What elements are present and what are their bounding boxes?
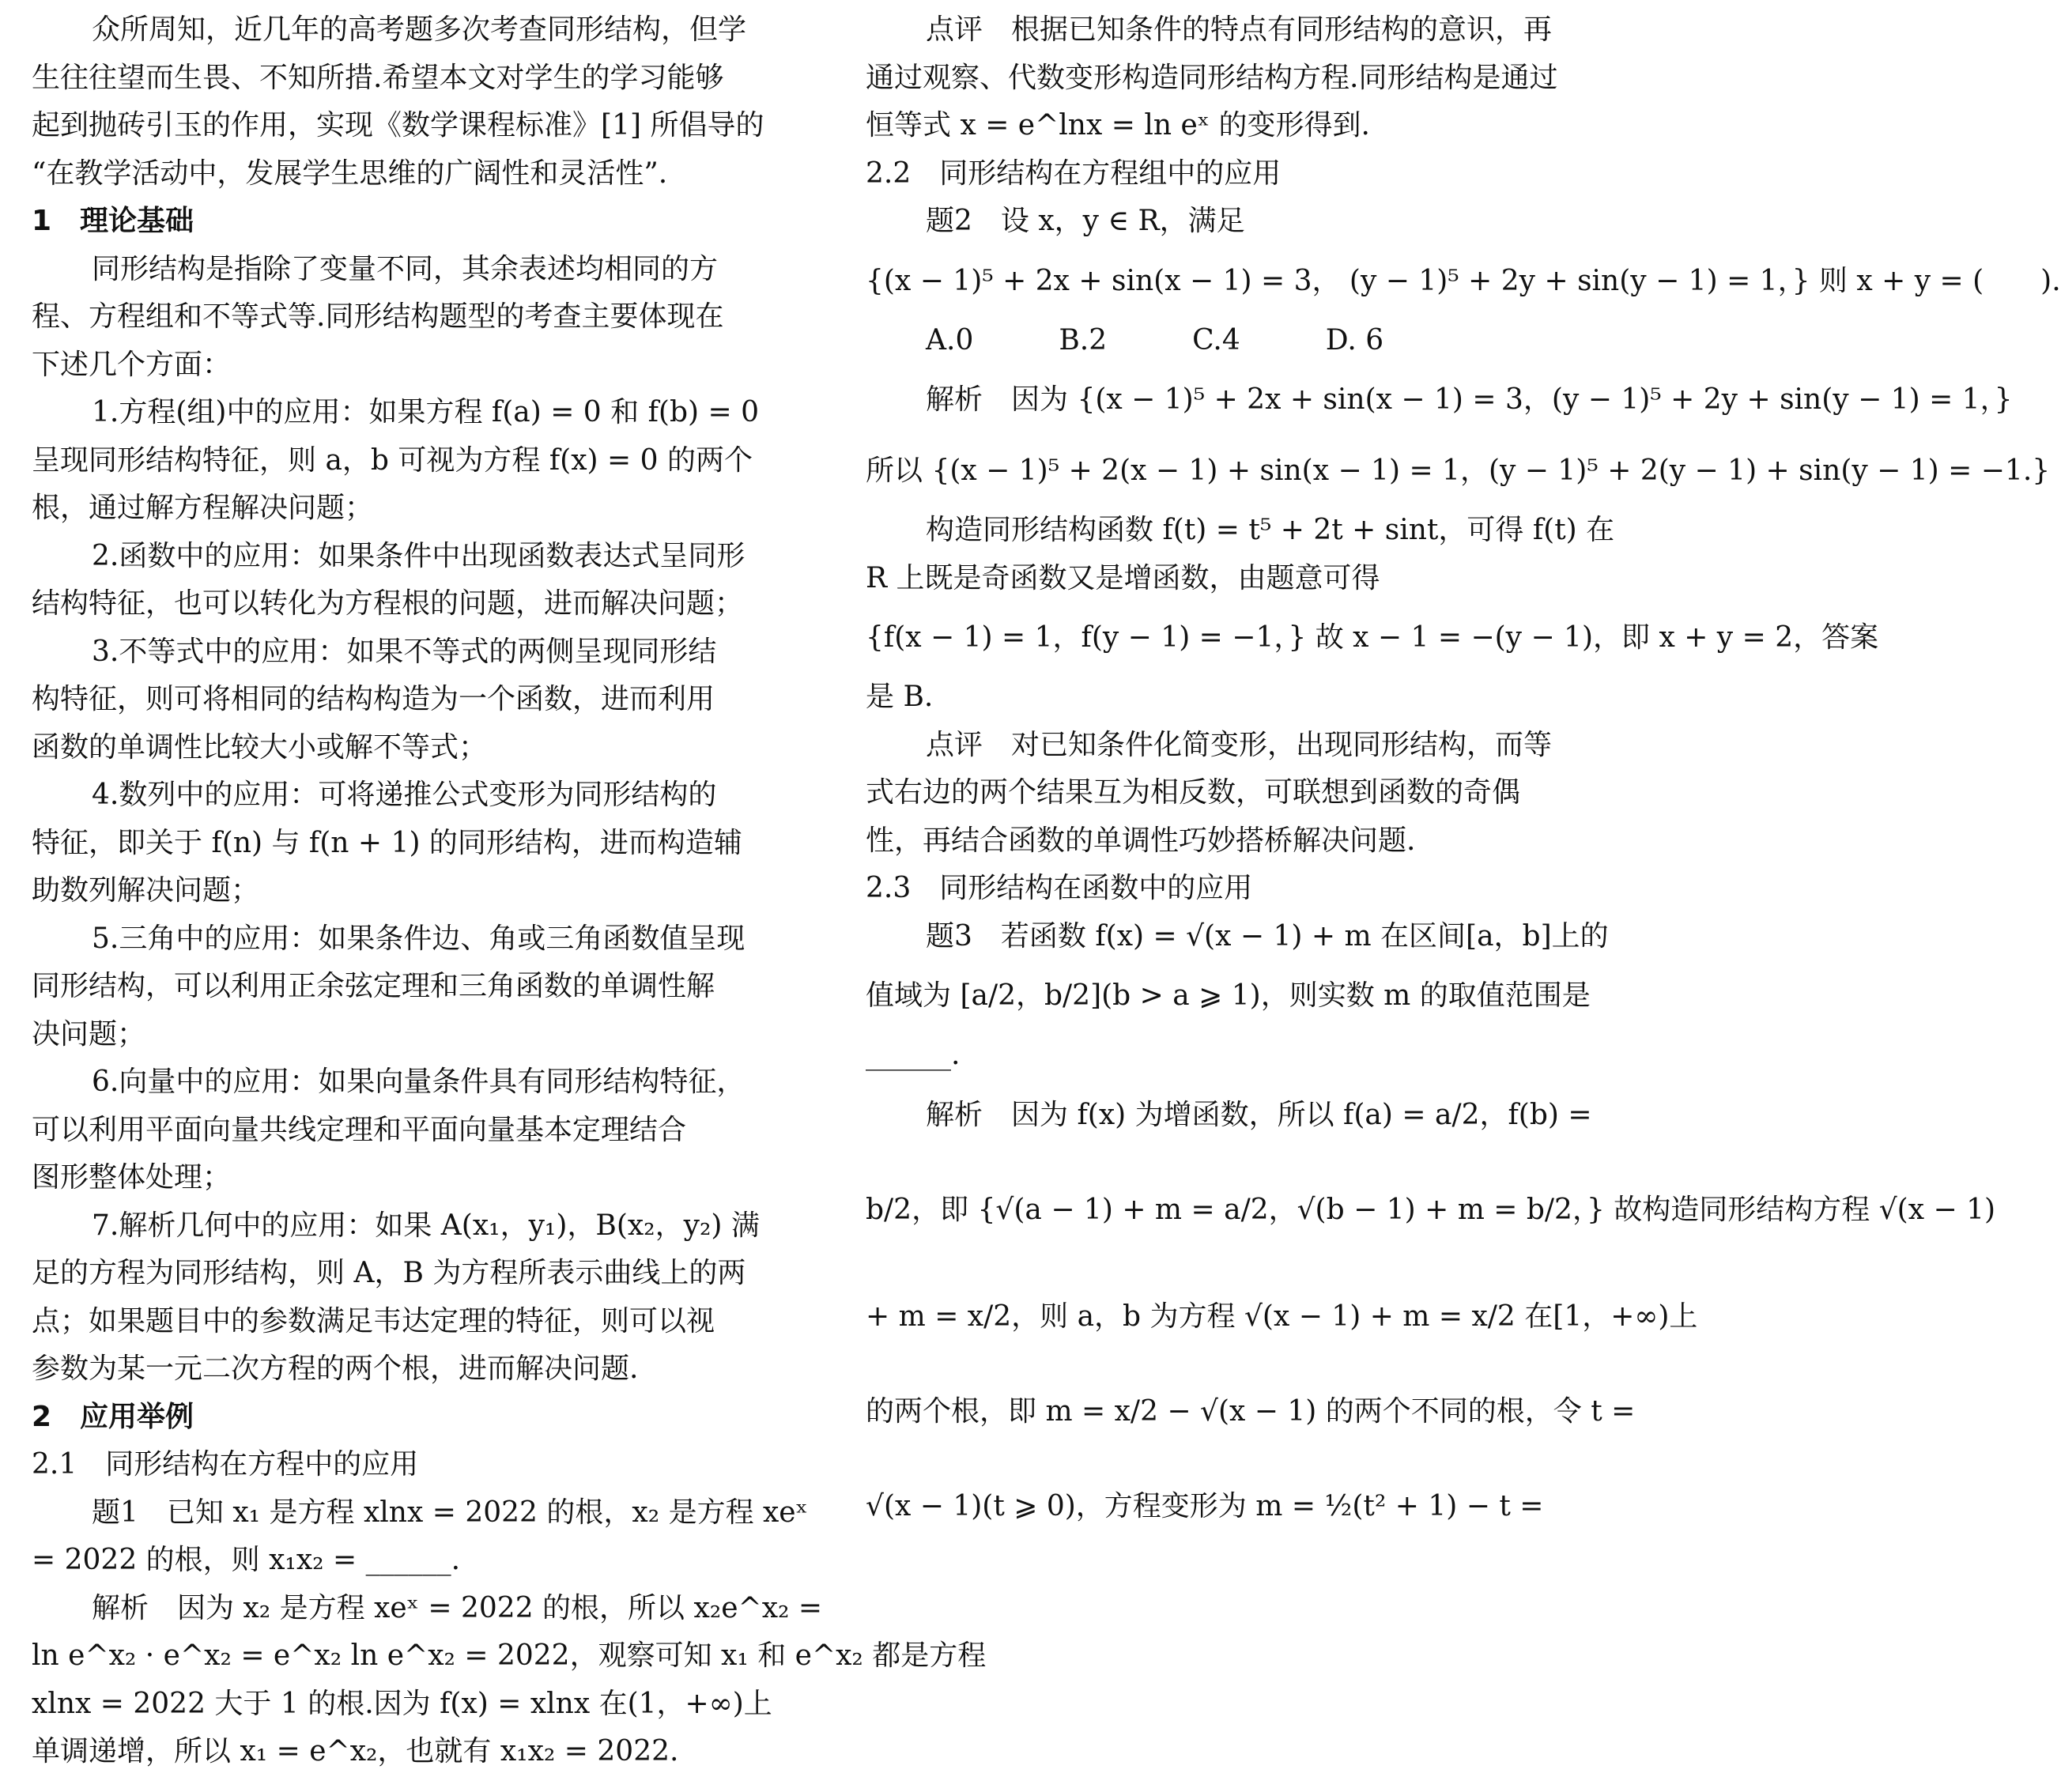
text-line: 参数为某一元二次方程的两个根，进而解决问题.	[32, 1352, 639, 1385]
text-line: 单调递增，所以 x₁ = e^x₂，也就有 x₁x₂ = 2022.	[32, 1735, 679, 1767]
text-line: = 2022 的根，则 x₁x₂ = ______.	[32, 1544, 461, 1576]
text-line: 生往往望而生畏、不知所措.希望本文对学生的学习能够	[32, 61, 724, 94]
text-line: 通过观察、代数变形构造同形结构方程.同形结构是通过	[866, 61, 1558, 94]
right-column	[866, 6, 2061, 1554]
text-line: 4.数列中的应用：可将递推公式变形为同形结构的	[92, 779, 717, 811]
text-line: 的两个根，即 m = x/2 − √(x − 1) 的两个不同的根，令 t =	[866, 1394, 1636, 1428]
text-line: 呈现同形结构特征，则 a，b 可视为方程 f(x) = 0 的两个	[32, 443, 753, 477]
text-line: 足的方程为同形结构，则 A，B 为方程所表示曲线上的两	[32, 1257, 746, 1289]
text-line: 程、方程组和不等式等.同形结构题型的考查主要体现在	[32, 300, 724, 333]
text-line: 特征，即关于 f(n) 与 f(n + 1) 的同形结构，进而构造辅	[32, 826, 742, 859]
text-line: “在教学活动中，发展学生思维的广阔性和灵活性”.	[32, 157, 668, 190]
text-line: 2.函数中的应用：如果条件中出现函数表达式呈同形	[92, 539, 746, 572]
text-line: 点；如果题目中的参数满足韦达定理的特征，则可以视	[32, 1304, 715, 1337]
text-line: 值域为 [a/2，b/2](b > a ⩾ 1)，则实数 m 的取值范围是	[866, 979, 1591, 1012]
text-line: 6.向量中的应用：如果向量条件具有同形结构特征，	[92, 1066, 746, 1098]
text-line: 性，再结合函数的单调性巧妙搭桥解决问题.	[866, 824, 1416, 857]
text-line: 3.不等式中的应用：如果不等式的两侧呈现同形结	[92, 635, 717, 668]
section-heading: 2 应用举例	[32, 1400, 194, 1433]
text-line: 2.2 同形结构在方程组中的应用	[866, 157, 1282, 190]
text-line: √(x − 1)(t ⩾ 0)，方程变形为 m = ½(t² + 1) − t =	[866, 1489, 1544, 1522]
text-line: {(x − 1)⁵ + 2x + sin(x − 1) = 3， (y − 1)⁵ + 2y + sin(y − 1) = 1，} 则 x + y = ( ).	[866, 264, 2061, 297]
text-line: 函数的单调性比较大小或解不等式；	[32, 730, 488, 764]
text-line: 众所周知，近几年的高考题多次考查同形结构，但学	[92, 13, 747, 46]
text-line: 点评 根据已知条件的特点有同形结构的意识，再	[926, 13, 1553, 46]
text-line: {f(x − 1) = 1，f(y − 1) = −1，} 故 x − 1 = −(y − 1)，即 x + y = 2，答案	[866, 621, 1879, 654]
text-line: 2.1 同形结构在方程中的应用	[32, 1448, 419, 1481]
text-line: 1.方程(组)中的应用：如果方程 f(a) = 0 和 f(b) = 0	[92, 396, 760, 428]
text-line: 式右边的两个结果互为相反数，可联想到函数的奇偶	[866, 776, 1521, 809]
text-line: 结构特征，也可以转化为方程根的问题，进而解决问题；	[32, 587, 744, 620]
text-line: 助数列解决问题；	[32, 874, 260, 907]
text-line: 构造同形结构函数 f(t) = t⁵ + 2t + sint，可得 f(t) 在	[926, 514, 1615, 546]
section-heading: 1 理论基础	[32, 205, 194, 237]
text-line: A.0 B.2 C.4 D. 6	[926, 323, 1384, 357]
text-line: 同形结构，可以利用正余弦定理和三角函数的单调性解	[32, 970, 715, 1002]
text-line: 解析 因为 f(x) 为增函数，所以 f(a) = a/2，f(b) =	[926, 1098, 1592, 1131]
text-line: 解析 因为 {(x − 1)⁵ + 2x + sin(x − 1) = 3，(y − 1)⁵ + 2y + sin(y − 1) = 1，}	[926, 383, 2013, 416]
text-line: 同形结构是指除了变量不同，其余表述均相同的方	[92, 252, 719, 285]
text-line: 图形整体处理；	[32, 1161, 232, 1194]
text-line: 是 B.	[866, 681, 934, 713]
text-line: 点评 对已知条件化简变形，出现同形结构，而等	[926, 728, 1553, 761]
text-line: 可以利用平面向量共线定理和平面向量基本定理结合	[32, 1113, 687, 1146]
text-line: 下述几个方面：	[32, 348, 232, 381]
text-line: + m = x/2，则 a，b 为方程 √(x − 1) + m = x/2 在[1，+∞)上	[866, 1300, 1698, 1333]
text-line: 构特征，则可将相同的结构构造为一个函数，进而利用	[32, 683, 715, 715]
text-line: 7.解析几何中的应用：如果 A(x₁，y₁)，B(x₂，y₂) 满	[92, 1209, 760, 1242]
text-line: 2.3 同形结构在函数中的应用	[866, 872, 1253, 904]
text-line: 5.三角中的应用：如果条件边、角或三角函数值呈现	[92, 922, 746, 955]
text-line: xlnx = 2022 大于 1 的根.因为 f(x) = xlnx 在(1，+∞)上	[32, 1687, 772, 1720]
text-line: 根，通过解方程解决问题；	[32, 492, 374, 524]
text-line: 决问题；	[32, 1017, 146, 1051]
text-line: 题1 已知 x₁ 是方程 xlnx = 2022 的根，x₂ 是方程 xeˣ	[92, 1496, 808, 1529]
text-line: 解析 因为 x₂ 是方程 xeˣ = 2022 的根，所以 x₂e^x₂ =	[92, 1591, 823, 1624]
text-line: 题3 若函数 f(x) = √(x − 1) + m 在区间[a，b]上的	[926, 919, 1609, 953]
text-line: 恒等式 x = e^lnx = ln eˣ 的变形得到.	[866, 109, 1370, 141]
text-line: 所以 {(x − 1)⁵ + 2(x − 1) + sin(x − 1) = 1，(y − 1)⁵ + 2(y − 1) + sin(y − 1) = −1.}	[866, 455, 2051, 487]
text-line: 题2 设 x，y ∈ R，满足	[926, 205, 1245, 237]
text-line: ______.	[866, 1039, 961, 1071]
text-line: 起到抛砖引玉的作用，实现《数学课程标准》[1] 所倡导的	[32, 109, 764, 141]
text-line: R 上既是奇函数又是增函数，由题意可得	[866, 561, 1380, 594]
text-line: b/2，即 {√(a − 1) + m = a/2，√(b − 1) + m = b/2，} 故构造同形结构方程 √(x − 1)	[866, 1193, 1996, 1226]
text-line: ln e^x₂ · e^x₂ = e^x₂ ln e^x₂ = 2022，观察可知 x₁ 和 e^x₂ 都是方程	[32, 1639, 987, 1672]
